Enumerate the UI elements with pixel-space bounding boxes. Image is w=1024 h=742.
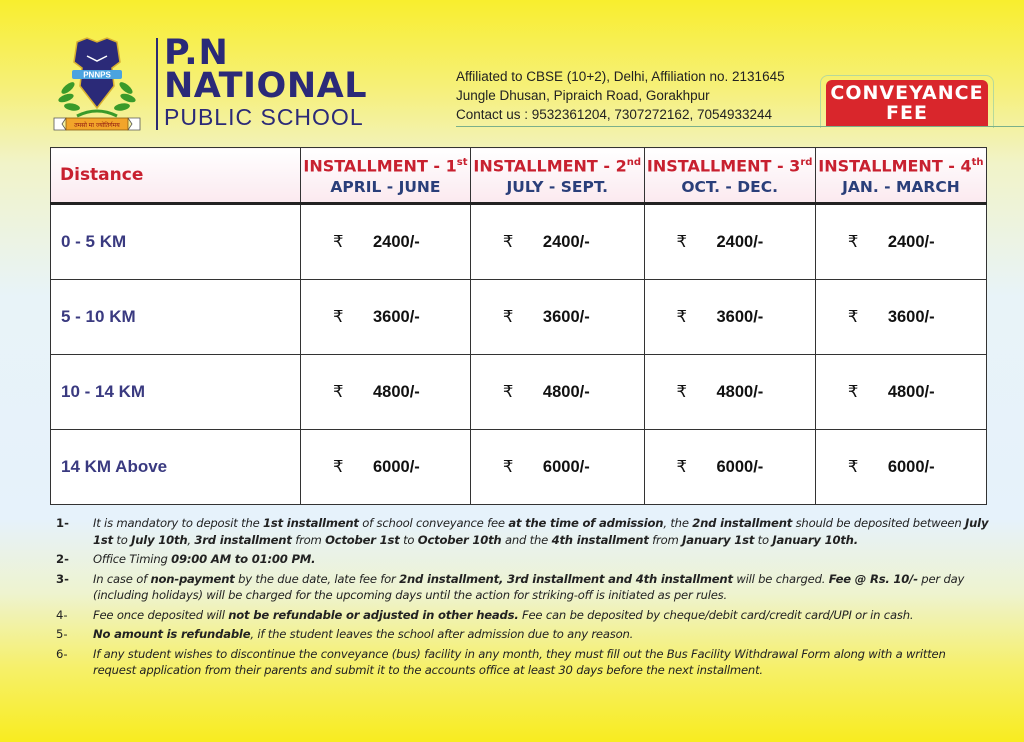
note-segment: to [754,532,773,547]
note-emphasis: No amount is refundable [93,627,251,641]
fee-amount: 3600/- [887,308,935,326]
note-segment: If any student wishes to discontinue the conveyance (bus) facility in any month, they must fill out the Bus Facility Withdrawal Form along with a written request application from their parents and submit it to the accounts office at least 30 days before the next installment. [93,646,946,677]
note-emphasis: 1st installment [263,516,359,530]
note-item [56,551,991,568]
installment-period: OCT. - DEC. [681,177,778,196]
badge-line1: CONVEYANCE [830,82,984,104]
fee-table [50,147,987,505]
rupee-icon: ₹ [676,382,687,401]
note-emphasis: 2nd installment [692,516,793,530]
note-emphasis: not be refundable or adjusted in other heads. [228,607,519,622]
note-emphasis: January 1st [682,532,755,547]
fee-cell [644,355,815,430]
note-emphasis: Fee @ Rs. 10/- [828,571,918,586]
installment-header [644,148,815,204]
installment-period: JAN. - MARCH [842,177,960,196]
note-number: 4- [56,607,68,622]
note-emphasis: 2nd installment, 3rd installment and 4th installment [399,571,733,586]
affiliation-text: Affiliated to CBSE (10+2), Delhi, Affiliation no. 2131645 [456,69,785,84]
note-segment: should be deposited between [792,516,966,530]
fee-amount: 6000/- [373,458,420,476]
rupee-icon: ₹ [502,382,514,401]
distance-cell: 14 KM Above [51,430,301,505]
fee-cell [470,430,644,505]
fee-amount: 3600/- [373,308,420,326]
notes-list [56,515,991,682]
fee-amount: 3600/- [716,308,764,326]
installment-period: JULY - SEPT. [506,177,608,196]
rupee-icon: ₹ [333,307,344,326]
fee-amount: 6000/- [716,458,764,476]
table-row [51,430,987,505]
installment-label: INSTALLMENT - 3 [646,156,801,176]
note-text [93,626,991,643]
note-segment: Fee once deposited will [93,607,229,622]
note-text [93,607,991,624]
fee-cell [815,204,986,280]
rupee-icon: ₹ [676,457,687,476]
badge-line2: FEE [886,102,928,124]
note-segment: by the due date, late fee for [234,571,400,586]
note-segment: , if the student leaves the school after admission due to any reason. [250,627,634,641]
note-number: 3- [56,571,69,586]
note-emphasis: at the time of admission [508,516,664,530]
rupee-icon: ₹ [333,457,344,476]
fee-amount: 4800/- [716,383,764,401]
fee-cell [470,355,644,430]
distance-cell: 5 - 10 KM [51,280,301,355]
distance-header: Distance [51,148,301,204]
rupee-icon: ₹ [676,307,687,326]
installment-label: INSTALLMENT - 4 [818,156,972,176]
rupee-icon: ₹ [502,307,514,326]
fee-amount: 6000/- [542,458,590,476]
school-name-line3: PUBLIC SCHOOL [164,104,364,130]
contact-text: Contact us : 9532361204, 7307272162, 7054933244 [456,107,773,122]
logo-motto: तमसो मा ज्योतिर्गमय [74,122,120,129]
rupee-icon: ₹ [502,457,514,476]
ordinal: rd [800,157,813,169]
fee-cell [470,204,644,280]
note-segment: It is mandatory to deposit the [93,516,264,530]
note-segment: of school conveyance fee [358,516,509,530]
distance-cell: 0 - 5 KM [51,204,301,280]
installment-label: INSTALLMENT - 1 [303,156,457,176]
note-segment: to [112,532,132,547]
fee-cell [301,355,471,430]
distance-cell: 10 - 14 KM [51,355,301,430]
rupee-icon: ₹ [502,232,514,251]
note-emphasis: July 1st [93,516,989,547]
fee-cell [815,430,986,505]
header-divider [156,38,158,130]
logo-shield-text: PNNPS [83,70,111,80]
school-info [456,67,785,124]
note-number: 6- [56,646,68,661]
school-logo [52,36,142,132]
school-name [164,33,367,130]
installment-header [301,148,471,204]
fee-cell [644,280,815,355]
school-name-line1: P.N [164,33,229,73]
note-text [93,571,991,604]
installment-header [470,148,644,204]
note-segment: Office Timing [93,552,172,566]
note-emphasis: October 1st [325,532,400,547]
fee-amount: 2400/- [542,233,590,251]
installment-label: INSTALLMENT - 2 [473,156,627,176]
address-text: Jungle Dhusan, Pipraich Road, Gorakhpur [456,88,710,103]
fee-cell [470,280,644,355]
rupee-icon: ₹ [847,307,859,326]
note-item [56,515,991,548]
fee-amount: 2400/- [887,233,935,251]
rupee-icon: ₹ [676,232,687,251]
note-item [56,626,991,643]
fee-cell [644,204,815,280]
rupee-icon: ₹ [847,382,859,401]
header-rule [456,126,1024,127]
note-segment: will be charged. [732,571,829,586]
note-emphasis: 4th installment [551,532,649,547]
note-number: 2- [56,552,69,566]
table-header-row [51,148,987,204]
fee-amount: 4800/- [542,383,590,401]
fee-cell [815,280,986,355]
note-segment: , the [663,516,693,530]
note-number: 5- [56,627,68,641]
fee-amount: 2400/- [373,233,420,251]
note-emphasis: 3rd installment [194,532,292,547]
note-emphasis: 09:00 AM to 01:00 PM. [171,552,316,566]
fee-amount: 6000/- [887,458,935,476]
note-text [93,646,991,679]
note-segment: In case of [93,571,151,586]
note-emphasis: January 10th. [772,532,858,547]
rupee-icon: ₹ [847,457,859,476]
note-emphasis: October 10th [417,532,502,547]
rupee-icon: ₹ [847,232,859,251]
note-emphasis: July 10th [131,532,188,547]
fee-cell [815,355,986,430]
table-row [51,280,987,355]
note-segment: to [399,532,418,547]
fee-cell [301,280,471,355]
ordinal: nd [626,157,642,169]
note-item [56,646,991,679]
note-text [93,551,991,568]
fee-cell [301,430,471,505]
fee-amount: 2400/- [716,233,764,251]
school-name-line2: NATIONAL [164,66,367,106]
ordinal: th [971,157,984,169]
note-segment: Fee can be deposited by cheque/debit card/credit card/UPI or in cash. [518,607,914,622]
note-item [56,571,991,604]
note-text [93,515,991,548]
note-item [56,607,991,624]
rupee-icon: ₹ [333,382,344,401]
note-segment: from [648,532,683,547]
installment-header [815,148,986,204]
note-segment: from [291,532,326,547]
note-number: 1- [56,516,69,530]
ordinal: st [456,157,468,169]
table-row [51,355,987,430]
conveyance-fee-badge [826,80,988,127]
fee-cell [301,204,471,280]
fee-amount: 3600/- [542,308,590,326]
rupee-icon: ₹ [333,232,344,251]
note-segment: and the [501,532,552,547]
table-row [51,204,987,280]
note-emphasis: non-payment [150,571,235,586]
fee-amount: 4800/- [373,383,420,401]
installment-period: APRIL - JUNE [330,177,441,196]
fee-amount: 4800/- [887,383,935,401]
note-segment: , [187,532,195,547]
note-segment: per day (including holidays) will be charged for the upcoming days until the action for striking-off is initiated as per rules. [93,571,965,602]
fee-cell [644,430,815,505]
